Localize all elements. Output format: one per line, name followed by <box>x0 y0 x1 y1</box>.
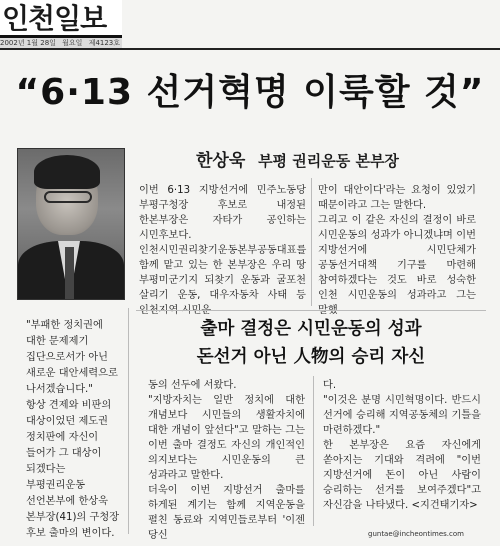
headline: “6·13 선거혁명 이룩할 것” <box>15 72 485 113</box>
byline-title: 부평 권리운동 본부장 <box>258 152 399 170</box>
article-column-1: 이번 6·13 지방선거에 민주노동당 부평구청장 후보로 내정된 한본부장은 자타가 공인하는 시민후보다. 인천시민권리찾기운동본부공동대표를 함께 맡고 있는 한 본부장은 우리 땅 부평미군기지 되찾기 운동과 굴포천 살리기 운동, 대우자동차 사태 등 인천지역 시민운 <box>139 185 307 316</box>
masthead-rule <box>0 48 500 50</box>
column-divider-lower <box>313 376 314 526</box>
subheadline-line-2: 돈선거 아닌 人物의 승리 자신 <box>196 347 426 367</box>
subheadline-line-1: 출마 결정은 시민운동의 성과 <box>200 319 422 339</box>
article-column-4: 다. "이것은 분명 시민혁명이다. 반드시 선거에 승리해 지역공동체의 기틀을 마련하겠다." 한 본부장은 요즘 자신에게 쏟아지는 기대와 격려에 "이번 지방선거에 돈이 아닌 사람이 승리하는 선거를 보여주겠다"고 자신감을 나타냈다. <지건태기자> <box>323 380 481 511</box>
byline <box>196 146 399 171</box>
newspaper-logo: 인천일보 <box>0 0 122 38</box>
article-column-3: 동의 선두에 서왔다. "지방자치는 일반 정치에 대한 개념보다 시민들의 생활자치에 대한 개념이 앞선다"고 말하는 그는 이번 출마 결정도 자신의 개인적인 의지보다는 시민운동의 큰 성과라고 말한다. 더욱이 이번 지방선거 출마를 하게된 계기는 함께 지역운동을 펼친 동료와 지역민들로부터 '이젠 당신 <box>148 380 305 541</box>
date: 2002년 1월 28일 <box>0 39 56 47</box>
photo-tie <box>65 247 74 299</box>
pullquote-text: "부패한 정치권에 대한 문제제기 집단으로서가 아닌 새로운 대안세력으로 나서겠습니다." 항상 견제와 비판의 대상이었던 제도권 정치판에 자신이 들어가 그 대상이 되겠다는 부평권리운동 선언본부에 한상욱 본부장(41)의 구청장 후보 출마의 변이다. <box>26 320 120 539</box>
weekday: 월요일 <box>62 39 83 47</box>
issue-number: 제4123호 <box>88 39 121 47</box>
masthead <box>0 0 500 46</box>
dateline <box>0 38 122 48</box>
column-divider <box>311 178 312 306</box>
reporter-email: guntae@incheontimes.com <box>368 530 464 538</box>
subheadline <box>136 310 486 371</box>
photo-glasses <box>44 191 92 203</box>
photo-hair <box>34 155 100 189</box>
portrait-photo <box>17 148 125 300</box>
byline-name: 한상욱 <box>196 151 246 171</box>
article-column-2: 만이 대안이다'라는 요청이 있었기 때문이라고 그는 말한다. 그리고 이 같은 자신의 결정이 바로 시민운동의 성과가 아니겠냐며 이번 지방선거에 시민단체가 공동선거대책 기구를 마련해 참여하겠다는 것도 바로 성숙한 인천 시민운동의 성과라고 그는 말했 <box>318 185 476 316</box>
